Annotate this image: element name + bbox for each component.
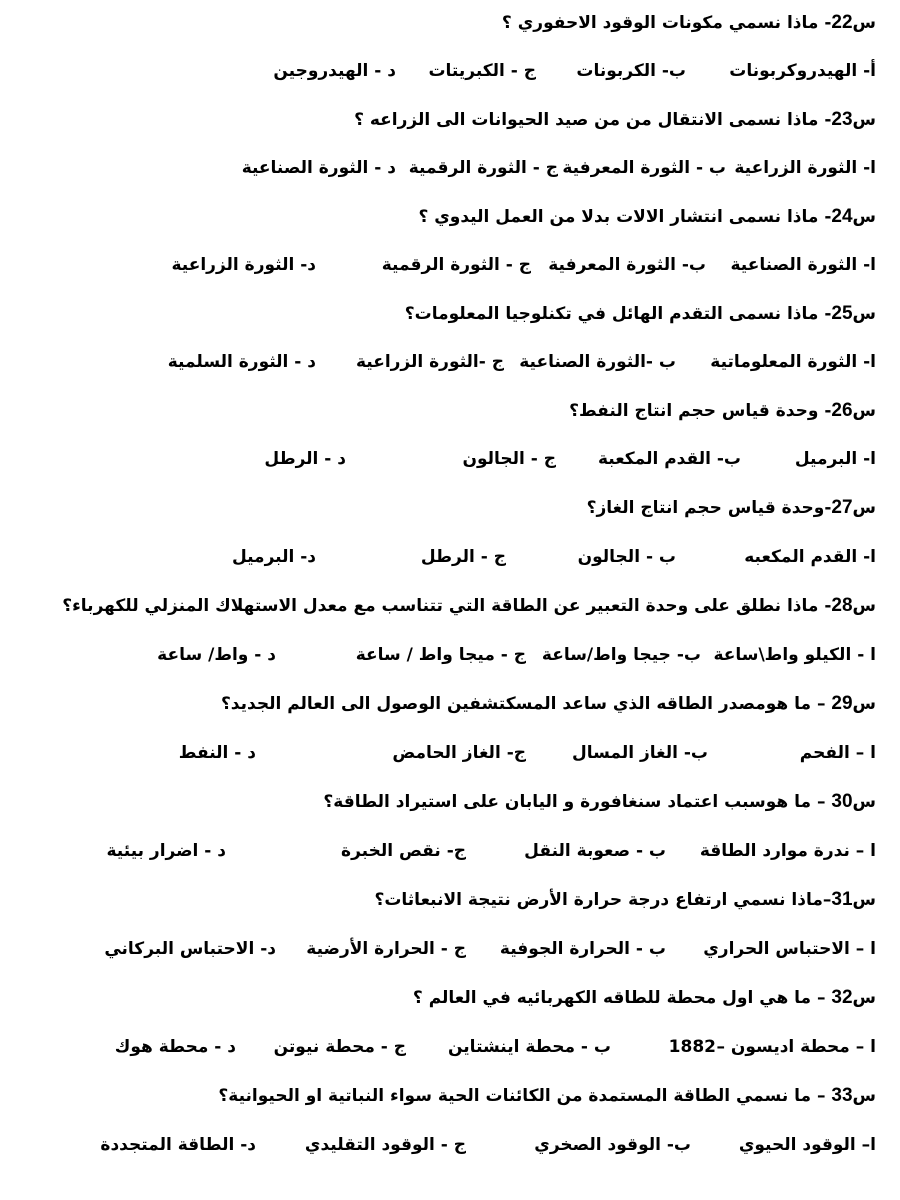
option-b: ب- جيجا واط/ساعة — [541, 645, 701, 665]
question-24: س24- ماذا نسمى انتشار الالات بدلا من العمل اليدوي ؟ — [418, 206, 876, 227]
option-a: ا – الفحم — [799, 743, 876, 763]
option-b: ب -الثورة الصناعية — [519, 352, 676, 372]
option-d: د- الطاقة المتجددة — [100, 1135, 256, 1155]
option-d: د - محطة هوك — [114, 1037, 236, 1057]
option-a: ا- القدم المكعبه — [744, 547, 876, 567]
option-a: ا- الثورة المعلوماتية — [710, 352, 876, 372]
option-d: د - واط/ ساعة — [157, 645, 276, 665]
option-d: د - الرطل — [264, 449, 346, 469]
option-a: ا– الوقود الحيوي — [738, 1135, 876, 1155]
option-d: د - الثورة السلمية — [167, 352, 316, 372]
question-23: س23- ماذا نسمى الانتقال من من صيد الحيوانات الى الزراعه ؟ — [354, 109, 876, 130]
option-a: ا- البرميل — [794, 449, 876, 469]
options-25 — [20, 345, 876, 379]
options-33 — [20, 1128, 876, 1162]
options-28 — [20, 638, 876, 672]
option-c: ج - الوقود التقليدي — [304, 1135, 466, 1155]
options-23 — [20, 151, 876, 185]
option-b: ب- الثورة المعرفية — [548, 255, 706, 275]
option-b: ب - محطة اينشتاين — [448, 1037, 611, 1057]
options-24 — [20, 248, 876, 282]
option-d: د- الثورة الزراعية — [171, 255, 316, 275]
question-32: س32 – ما هي اول محطة للطاقه الكهربائيه في العالم ؟ — [412, 987, 876, 1008]
option-b: ب - الحرارة الجوفية — [499, 939, 666, 959]
option-c: ج - الثورة الرقمية — [381, 255, 531, 275]
question-31: س31–ماذا نسمي ارتفاع درجة حرارة الأرض نتيجة الانبعاثات؟ — [374, 889, 876, 910]
options-31 — [20, 932, 876, 966]
option-a: ا - الكيلو واط\ساعة — [713, 645, 876, 665]
options-27 — [20, 540, 876, 574]
option-c: ج - ميجا واط / ساعة — [355, 645, 526, 665]
options-30 — [20, 834, 876, 868]
option-d: د- الاحتباس البركاني — [104, 939, 276, 959]
question-22: س22- ماذا نسمي مكونات الوقود الاحفوري ؟ — [501, 12, 876, 33]
question-26: س26- وحدة قياس حجم انتاج النفط؟ — [569, 400, 876, 421]
option-a: ا- الثورة الزراعية — [734, 158, 876, 178]
option-d: د - النفط — [178, 743, 256, 763]
option-a: ا – الاحتباس الحراري — [703, 939, 876, 959]
option-c: ج - الرطل — [420, 547, 506, 567]
options-29 — [20, 736, 876, 770]
option-c: ج - محطة نيوتن — [273, 1037, 406, 1057]
option-a: ا – محطة اديسون – — [716, 1037, 876, 1057]
options-32 — [20, 1030, 876, 1064]
question-27: س27-وحدة قياس حجم انتاج الغاز؟ — [586, 497, 876, 518]
option-d: د- البرميل — [231, 547, 316, 567]
question-28: س28- ماذا نطلق على وحدة التعبير عن الطاقة التي تتناسب مع معدل الاستهلاك المنزلي للكهرباء؟ — [62, 595, 876, 616]
option-c: ج - الجالون — [462, 449, 556, 469]
option-c: ج- نقص الخبرة — [341, 841, 466, 861]
options-26 — [20, 442, 876, 476]
option-c: ج- الغاز الحامض — [392, 743, 526, 763]
option-c: ج - الحرارة الأرضية — [306, 939, 466, 959]
option-c: ج - الكبريتات — [428, 61, 536, 81]
question-30: س30 – ما هوسبب اعتماد سنغافورة و اليابان على استيراد الطاقة؟ — [323, 791, 876, 812]
option-d: د - الهيدروجين — [273, 61, 396, 81]
option-b: ب - صعوبة النقل — [524, 841, 666, 861]
option-d: د - اضرار بيئية — [106, 841, 226, 861]
question-25: س25- ماذا نسمى التقدم الهائل في تكنلوجيا المعلومات؟ — [404, 303, 876, 324]
question-29: س29 – ما هومصدر الطاقه الذي ساعد المسكتشفين الوصول الى العالم الجديد؟ — [220, 693, 876, 714]
option-a: ا- الثورة الصناعية — [730, 255, 876, 275]
option-b: ب- الوقود الصخري — [534, 1135, 691, 1155]
option-b: ب - الثورة المعرفية — [562, 158, 726, 178]
options-22 — [20, 54, 876, 88]
question-33: س33 – ما نسمي الطاقة المستمدة من الكائنات الحية سواء النباتية او الحيوانية؟ — [218, 1085, 876, 1106]
option-b: ب - الجالون — [577, 547, 676, 567]
option-b: ب- القدم المكعبة — [597, 449, 741, 469]
option-b: ب- الكربونات — [576, 61, 686, 81]
option-a: ا – ندرة موارد الطاقة — [699, 841, 876, 861]
option-c: ج -الثورة الزراعية — [355, 352, 504, 372]
option-a-year: 1882 — [668, 1037, 716, 1057]
option-a: أ- الهيدروكربونات — [729, 61, 876, 81]
option-d: د - الثورة الصناعية — [241, 158, 396, 178]
option-c: ج - الثورة الرقمية — [408, 158, 558, 178]
option-b: ب- الغاز المسال — [572, 743, 708, 763]
